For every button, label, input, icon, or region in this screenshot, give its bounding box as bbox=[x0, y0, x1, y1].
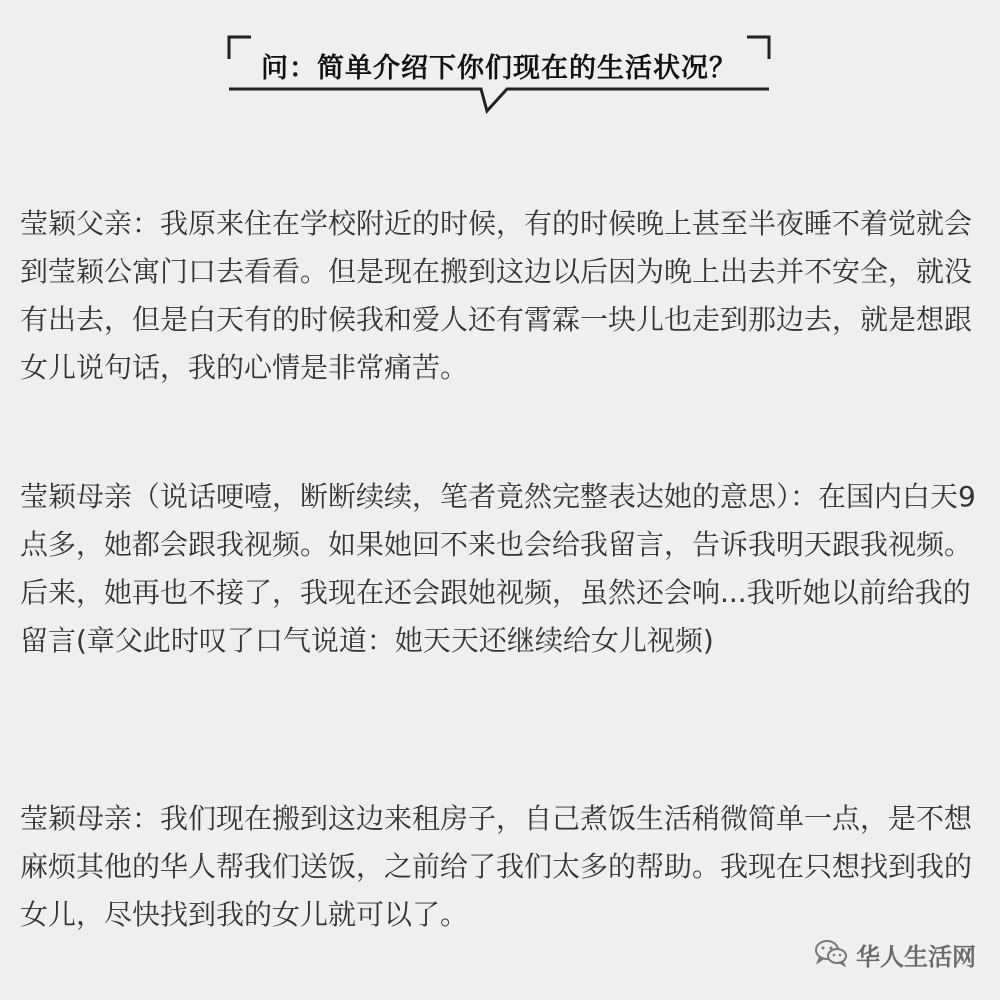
question-title: 问：简单介绍下你们现在的生活状况？ bbox=[261, 53, 737, 84]
question-heading bbox=[229, 37, 769, 89]
paragraph-father: 莹颖父亲：我原来住在学校附近的时候，有的时候晚上甚至半夜睡不着觉就会到莹颖公寓门口去看看。但是现在搬到这边以后因为晚上出去并不安全，就没有出去，但是白天有的时候我和爱人还有霄霖一块儿也走到那边去，就是想跟女儿说句话，我的心情是非常痛苦。 bbox=[20, 207, 973, 384]
paragraph-mother-1: 莹颖母亲（说话哽噎，断断续续，笔者竟然完整表达她的意思）：在国内白天9点多，她都会跟我视频。如果她回不来也会给我留言，告诉我明天跟我视频。后来，她再也不接了，我现在还会跟她视频，虽然还会响...我听她以前给我的留言(章父此时叹了口气说道：她天天还继续给女儿视频) bbox=[20, 480, 976, 657]
watermark-text: 华人生活网 bbox=[856, 943, 976, 971]
wechat-icon bbox=[814, 939, 848, 971]
paragraph-mother-2: 莹颖母亲：我们现在搬到这边来租房子，自己煮饭生活稍微简单一点，是不想麻烦其他的华人帮我们送饭，之前给了我们太多的帮助。我现在只想找到我的女儿，尽快找到我的女儿就可以了。 bbox=[20, 802, 973, 931]
watermark bbox=[814, 937, 976, 972]
